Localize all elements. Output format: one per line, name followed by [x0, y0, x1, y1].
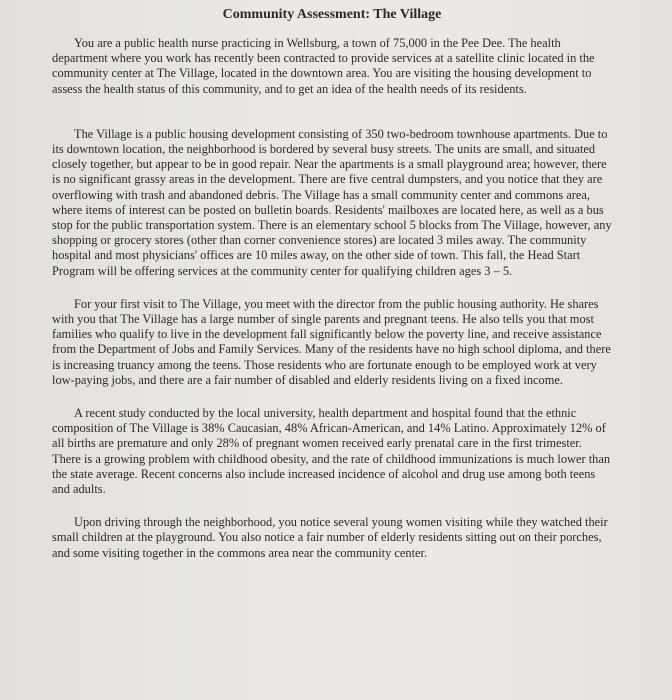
paragraph-intro: You are a public health nurse practicing in Wellsburg, a town of 75,000 in the Pee Dee. The health department where you work has recently been contracted to provide services at a satellite clinic located in the community center at The Village, located in the downtown area. You are visiting the housing development to assess the health status of this community, and to get an idea of the health needs of its residents. — [52, 36, 595, 96]
document-title: Community Assessment: The Village — [222, 7, 442, 22]
paragraph-village-description: The Village is a public housing development consisting of 350 two-bedroom townhouse apartments. Due to its downtown location, the neighborhood is bordered by several busy streets. The units are small, and situated closely together, but appear to be in good repair. Near the apartments is a small playground area; however, there is no significant grassy areas in the development. There are five central dumpsters, and you notice that they are overflowing with trash and abandoned debris. The Village has a small community center and commons area, where items of interest can be posted on bulletin boards. Residents' mailboxes are located here, as well as a bus stop for the public transportation system. There is an elementary school 5 blocks from The Village, however, any shopping or grocery stores (other than corner convenience stores) are located 3 miles away. The community hospital and most physicians' offices are 10 miles away, on the other side of town. This fall, the Head Start Program will be offering services at the community center for qualifying children ages 3 – 5. — [52, 126, 612, 278]
paragraph-neighborhood-drive: Upon driving through the neighborhood, you notice several young women visiting while they watched their small children at the playground. You also notice a fair number of elderly residents sitting out on their porches, and some visiting together in the commons area near the community center. — [52, 515, 608, 560]
paragraph-director-visit: For your first visit to The Village, you meet with the director from the public housing authority. He shares with you that The Village has a large number of single parents and pregnant teens. He also tells you that most families who qualify to live in the development fall significantly below the poverty line, and receive assistance from the Department of Jobs and Family Services. Many of the residents have no high school diploma, and there is increasing truancy among the teens. Those residents who are fortunate enough to be employed work at very low-paying jobs, and there are a fair number of disabled and elderly residents living on a fixed income. — [52, 296, 611, 387]
paragraph-study-findings: A recent study conducted by the local university, health department and hospital found that the ethnic composition of The Village is 38% Caucasian, 48% African-American, and 14% Latino. Approximately 12% of all births are premature and only 28% of pregnant women received early prenatal care in the first trimester. There is a growing problem with childhood obesity, and the rate of childhood immunizations is much lower than the state average. Recent concerns also include increased incidence of alcohol and drug use among both teens and adults. — [52, 406, 611, 497]
